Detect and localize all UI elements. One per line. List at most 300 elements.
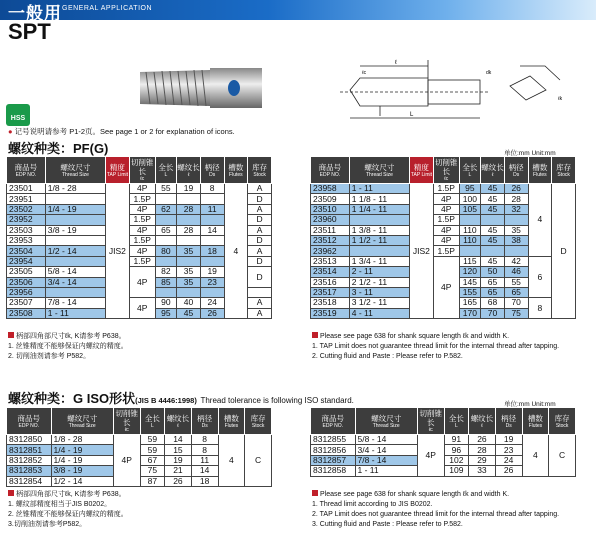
edp-cell: 8312854 [7, 476, 52, 486]
table-row [311, 256, 576, 266]
lc-cell: 4P [129, 184, 155, 194]
edp-cell: 23502 [7, 204, 46, 214]
stock-cell: A [248, 308, 272, 318]
col-header [444, 408, 468, 435]
edp-cell: 23513 [311, 256, 350, 266]
size-cell [349, 246, 409, 256]
lc-cell: 4P [433, 194, 459, 204]
l-cell: 28 [469, 445, 496, 455]
flutes-cell: 4 [224, 184, 248, 319]
l-cell: 26 [165, 476, 192, 486]
col-l-en: ℓ [187, 171, 190, 178]
ds-cell: 35 [504, 225, 528, 235]
icon-note-text: 记号说明请参考 P1-2页。See page 1 or 2 for explanation of icons. [14, 127, 235, 136]
col-en: ℓ [177, 422, 179, 429]
size-cell: 1/2 - 14 [51, 476, 113, 486]
table-row [7, 184, 272, 194]
col-ds-en: Ds [513, 171, 520, 178]
lc-cell: 4P [129, 204, 155, 214]
col-zh: 螺纹尺寸 [371, 413, 402, 423]
edp-cell: 23507 [7, 298, 46, 308]
l-cell: 35 [177, 267, 201, 277]
lc-cell: 1.5P [129, 256, 155, 266]
col-stock-en: Stock [557, 171, 570, 178]
edp-cell: 8312850 [7, 435, 52, 445]
col-lc-en: ℓc [140, 176, 145, 182]
size-cell: 3 1/2 - 11 [349, 298, 409, 308]
stock-cell: A [248, 204, 272, 214]
l-cell: 45 [177, 308, 201, 318]
g-section-title [8, 388, 354, 407]
col-flutes-en: Flutes [533, 171, 547, 178]
edp-cell: 23960 [311, 215, 350, 225]
limit-cell: JIS2 [410, 184, 434, 319]
col-zh: 库存 [554, 413, 570, 423]
col-header [311, 408, 356, 435]
L-cell: 110 [459, 235, 481, 245]
l-cell [177, 287, 201, 297]
size-cell [45, 287, 105, 297]
size-cell: 5/8 - 14 [355, 435, 417, 445]
col-header [245, 408, 272, 435]
L-cell [155, 235, 177, 245]
ds-cell [200, 194, 224, 204]
col-en: ℓc [428, 427, 433, 433]
l-cell: 45 [481, 184, 505, 194]
lc-cell: 4P [433, 256, 459, 318]
g-title-std: (JIS B 4446:1998) [135, 396, 197, 405]
L-cell: 87 [140, 476, 164, 486]
size-cell: 3 - 11 [349, 287, 409, 297]
col-size-en: Thread Size [61, 171, 89, 178]
lc-cell: 1.5P [129, 235, 155, 245]
ds-cell: 26 [504, 184, 528, 194]
col-stock: 库存 [252, 162, 268, 172]
edp-cell: 8312852 [7, 455, 52, 465]
size-cell: 1 1/2 - 11 [349, 235, 409, 245]
pf-foot-left-0: 柄部四角部尺寸ℓk, K请参考 P638。 [16, 333, 126, 340]
edp-cell: 23509 [311, 194, 350, 204]
g-title-en: Thread tolerance is following ISO standard. [200, 396, 354, 405]
L-cell: 85 [155, 277, 177, 287]
col-en: L [454, 422, 458, 429]
ds-cell: 19 [200, 267, 224, 277]
L-cell: 95 [155, 308, 177, 318]
L-cell [459, 215, 481, 225]
col-en: Ds [201, 422, 208, 429]
size-cell: 3/8 - 19 [51, 466, 113, 476]
l-cell: 33 [469, 466, 496, 476]
edp-cell: 23510 [311, 204, 350, 214]
ds-cell: 11 [200, 204, 224, 214]
col-limit-en: TAP Limit [410, 171, 433, 178]
size-cell: 1 - 11 [45, 308, 105, 318]
l-cell: 19 [165, 455, 192, 465]
l-cell: 21 [165, 466, 192, 476]
L-cell: 115 [459, 256, 481, 266]
ds-cell [200, 256, 224, 266]
ds-cell: 23 [495, 445, 522, 455]
l-cell [481, 246, 505, 256]
flutes-cell: 8 [528, 298, 552, 319]
col-en: EDP NO. [322, 422, 343, 429]
g-foot-right-3: 3. Cutting fluid and Paste : Please refer to P.582. [312, 521, 463, 528]
l-cell: 14 [165, 435, 192, 445]
col-lc-en: ℓc [444, 176, 449, 182]
edp-cell: 23501 [7, 184, 46, 194]
l-cell: 28 [177, 204, 201, 214]
ds-cell [200, 215, 224, 225]
ds-cell: 14 [200, 225, 224, 235]
col-size: 螺纹尺寸 [364, 162, 395, 172]
stock-cell: D [248, 194, 272, 204]
edp-cell: 23512 [311, 235, 350, 245]
ds-cell: 26 [200, 308, 224, 318]
edp-cell: 23953 [7, 235, 46, 245]
col-zh: 切削锥长 [419, 409, 442, 427]
stock-cell: D [552, 184, 576, 319]
col-en: L [150, 422, 154, 429]
stock-cell: A [248, 298, 272, 308]
product-title: SPT [8, 19, 51, 44]
ds-cell: 46 [504, 267, 528, 277]
size-cell: 1 1/4 - 11 [349, 204, 409, 214]
col-header [140, 408, 164, 435]
L-cell: 109 [444, 466, 468, 476]
L-cell [155, 215, 177, 225]
col-zh: 商品号 [321, 413, 345, 423]
l-cell: 35 [177, 277, 201, 287]
L-cell: 59 [140, 445, 164, 455]
col-edp: 商品号 [14, 162, 38, 172]
size-cell: 3/8 - 19 [45, 225, 105, 235]
size-cell: 1/8 - 28 [45, 184, 105, 194]
col-zh: 切削锥长 [115, 409, 138, 427]
red-square-icon [312, 332, 318, 338]
g-table-left [6, 407, 272, 487]
col-en: Thread Size [372, 422, 400, 429]
edp-cell: 23511 [311, 225, 350, 235]
edp-cell: 23958 [311, 184, 350, 194]
edp-cell: 23517 [311, 287, 350, 297]
col-stock: 库存 [556, 162, 572, 172]
col-ds: 柄径 [508, 162, 524, 172]
edp-cell: 8312857 [311, 455, 356, 465]
lc-cell: 1.5P [433, 184, 459, 194]
col-header [218, 408, 245, 435]
size-cell: 1 - 11 [355, 466, 417, 476]
L-cell: 62 [155, 204, 177, 214]
col-ds-en: Ds [209, 171, 216, 178]
l-cell: 70 [481, 308, 505, 318]
col-L-en: L [468, 171, 472, 178]
pf-foot-right-1: 1. TAP Limit does not guarantee thread limit for the internal thread after tapping. [312, 343, 560, 350]
ds-cell [504, 246, 528, 256]
col-flutes: 槽数 [532, 162, 548, 172]
l-cell: 40 [177, 298, 201, 308]
size-cell: 7/8 - 14 [355, 455, 417, 465]
l-cell: 28 [177, 225, 201, 235]
col-en: EDP NO. [18, 422, 39, 429]
col-size: 螺纹尺寸 [60, 162, 91, 172]
ds-cell: 26 [495, 466, 522, 476]
ds-cell [504, 215, 528, 225]
l-cell [177, 235, 201, 245]
lc-cell: 4P [417, 435, 444, 477]
size-cell: 3/4 - 14 [45, 277, 105, 287]
icon-note [8, 126, 235, 137]
g-footnotes-left [8, 490, 128, 530]
col-en: Thread Size [68, 422, 96, 429]
L-cell: 55 [155, 184, 177, 194]
size-cell: 4 - 11 [349, 308, 409, 318]
lc-cell: 4P [433, 225, 459, 235]
col-en: Stock [555, 422, 569, 429]
edp-cell: 8312856 [311, 445, 356, 455]
col-limit-en: TAP Limit [106, 171, 129, 178]
col-en: Flutes [528, 422, 543, 429]
col-en: ℓc [124, 427, 129, 433]
col-en: ℓ [481, 422, 483, 429]
lc-cell: 4P [433, 204, 459, 214]
L-cell: 90 [155, 298, 177, 308]
stock-cell: A [248, 225, 272, 235]
L-cell [459, 246, 481, 256]
stock-cell: A [248, 184, 272, 194]
edp-cell: 23506 [7, 277, 46, 287]
size-cell: 7/8 - 14 [45, 298, 105, 308]
header-title: 一般用 [8, 4, 62, 23]
size-cell: 1/4 - 19 [51, 445, 113, 455]
L-cell: 59 [140, 435, 164, 445]
stock-cell: A [248, 246, 272, 256]
g-foot-right-2: 2. TAP Limit does not guarantee thread limit for the internal thread after tapping. [312, 511, 560, 518]
pf-foot-left-1: 1. 丝锥精度不能够保证内螺纹的精度。 [8, 343, 128, 350]
size-cell: 1 - 11 [349, 184, 409, 194]
col-header [113, 408, 140, 435]
edp-cell: 23505 [7, 267, 46, 277]
size-cell: 1 1/8 - 11 [349, 194, 409, 204]
L-cell: 75 [140, 466, 164, 476]
size-cell: 1/4 - 19 [45, 204, 105, 214]
L-cell: 105 [459, 204, 481, 214]
l-cell [177, 215, 201, 225]
l-cell [177, 256, 201, 266]
ds-cell: 19 [495, 435, 522, 445]
stock-cell: D [248, 215, 272, 225]
stock-cell: C [245, 435, 272, 487]
g-foot-left-0: 柄部四角部尺寸ℓk, K请参考 P638。 [16, 491, 126, 498]
col-limit: 精度 [109, 162, 125, 172]
l-cell: 45 [481, 204, 505, 214]
col-header [495, 408, 522, 435]
col-L: 全长 [462, 162, 478, 172]
pf-section-title: 螺纹种类：PF(G) [8, 141, 109, 156]
g-title: 螺纹种类：G ISO形状 [8, 391, 136, 406]
col-en: Ds [505, 422, 512, 429]
edp-cell: 23518 [311, 298, 350, 308]
l-cell: 26 [469, 435, 496, 445]
pf-footnotes-left [8, 332, 128, 362]
pf-table-right [310, 156, 576, 319]
col-L-en: L [164, 171, 168, 178]
ds-cell: 70 [504, 298, 528, 308]
size-cell: 1 3/4 - 11 [349, 256, 409, 266]
col-header [191, 408, 218, 435]
stock-cell: D [248, 235, 272, 245]
L-cell: 82 [155, 267, 177, 277]
ds-cell: 8 [191, 435, 218, 445]
edp-cell: 23503 [7, 225, 46, 235]
lc-cell: 4P [433, 235, 459, 245]
ds-cell: 38 [504, 235, 528, 245]
l-cell: 45 [481, 235, 505, 245]
size-cell: 1/8 - 28 [51, 435, 113, 445]
col-flutes-en: Flutes [229, 171, 243, 178]
edp-cell: 23956 [7, 287, 46, 297]
edp-cell: 8312858 [311, 466, 356, 476]
L-cell: 96 [444, 445, 468, 455]
size-cell [45, 235, 105, 245]
table-row [311, 184, 576, 194]
red-square-icon [8, 490, 14, 496]
limit-cell: JIS2 [106, 184, 130, 319]
col-header [549, 408, 576, 435]
diagram-label-ds: dk [486, 70, 492, 76]
col-size-en: Thread Size [365, 171, 393, 178]
lc-cell: 4P [129, 298, 155, 319]
edp-cell: 23504 [7, 246, 46, 256]
L-cell: 95 [459, 184, 481, 194]
lc-cell: 1.5P [433, 215, 459, 225]
edp-cell: 23508 [7, 308, 46, 318]
L-cell [155, 194, 177, 204]
ds-cell: 18 [200, 246, 224, 256]
ds-cell: 24 [200, 298, 224, 308]
col-zh: 槽数 [527, 413, 543, 423]
col-header [355, 408, 417, 435]
col-header [51, 408, 113, 435]
L-cell: 65 [155, 225, 177, 235]
L-cell [155, 287, 177, 297]
L-cell: 91 [444, 435, 468, 445]
tap-dimension-diagram [300, 56, 590, 128]
col-zh: 螺纹长 [166, 413, 190, 423]
flutes-cell: 4 [218, 435, 245, 487]
diagram-label-lc: ℓc [362, 70, 367, 76]
L-cell [155, 256, 177, 266]
red-square-icon [8, 332, 14, 338]
L-cell: 80 [155, 246, 177, 256]
ds-cell: 8 [191, 445, 218, 455]
edp-cell: 8312853 [7, 466, 52, 476]
col-header [417, 408, 444, 435]
size-cell: 1/2 - 14 [45, 246, 105, 256]
col-lc: 切削锥长 [434, 158, 458, 176]
hss-badge: HSS [6, 104, 30, 126]
L-cell: 67 [140, 455, 164, 465]
ds-cell: 18 [191, 476, 218, 486]
red-square-icon [312, 490, 318, 496]
col-zh: 商品号 [17, 413, 41, 423]
lc-cell: 1.5P [129, 215, 155, 225]
col-header [7, 408, 52, 435]
header-subtitle: GENERAL APPLICATION [62, 5, 153, 12]
col-limit: 精度 [413, 162, 429, 172]
edp-cell: 23516 [311, 277, 350, 287]
L-cell: 102 [444, 455, 468, 465]
ds-cell: 32 [504, 204, 528, 214]
col-zh: 全长 [448, 413, 464, 423]
ds-cell: 28 [504, 194, 528, 204]
col-zh: 螺纹尺寸 [67, 413, 98, 423]
edp-cell: 23519 [311, 308, 350, 318]
size-cell [349, 215, 409, 225]
size-cell [45, 256, 105, 266]
edp-cell: 23954 [7, 256, 46, 266]
bullet-icon: ● [8, 127, 13, 136]
L-cell: 145 [459, 277, 481, 287]
col-en: Flutes [224, 422, 239, 429]
edp-cell: 8312851 [7, 445, 52, 455]
col-zh: 库存 [250, 413, 266, 423]
size-cell: 2 1/2 - 11 [349, 277, 409, 287]
edp-cell: 23514 [311, 267, 350, 277]
flutes-cell: 4 [522, 435, 549, 477]
diagram-label-lk: ℓk [558, 96, 563, 102]
ds-cell: 75 [504, 308, 528, 318]
size-cell [45, 194, 105, 204]
col-zh: 全长 [144, 413, 160, 423]
l-cell [481, 215, 505, 225]
size-cell: 1 3/8 - 11 [349, 225, 409, 235]
pf-foot-right-0: Please see page 638 for shank square length ℓk and width K. [320, 333, 510, 340]
col-lc: 切削锥长 [130, 158, 154, 176]
lc-cell: 4P [129, 225, 155, 235]
L-cell: 170 [459, 308, 481, 318]
col-header [165, 408, 192, 435]
flutes-cell: 6 [528, 256, 552, 298]
g-foot-left-2: 2. 丝锥精度不能够保证内螺纹的精度。 [8, 511, 128, 518]
ds-cell: 65 [504, 287, 528, 297]
g-table-right [310, 407, 576, 477]
col-l: 螺纹长 [481, 162, 504, 172]
table-row [311, 435, 576, 445]
col-header [469, 408, 496, 435]
diagram-label-L: L [410, 112, 414, 118]
l-cell: 65 [481, 287, 505, 297]
g-foot-right-0: Please see page 638 for shank square length ℓk and width K. [320, 491, 510, 498]
L-cell: 155 [459, 287, 481, 297]
l-cell: 15 [165, 445, 192, 455]
col-edp: 商品号 [318, 162, 342, 172]
lc-cell: 4P [129, 267, 155, 298]
l-cell: 68 [481, 298, 505, 308]
col-ds: 柄径 [204, 162, 220, 172]
col-L: 全长 [158, 162, 174, 172]
l-cell: 35 [177, 246, 201, 256]
col-stock-en: Stock [253, 171, 266, 178]
ds-cell: 11 [191, 455, 218, 465]
pf-footnotes-right [312, 332, 559, 362]
l-cell: 19 [177, 184, 201, 194]
ds-cell [200, 287, 224, 297]
table-row [7, 435, 272, 445]
ds-cell: 8 [200, 184, 224, 194]
col-flutes: 槽数 [228, 162, 244, 172]
g-foot-left-1: 1. 螺纹部精度相当于JIS B0202。 [8, 501, 112, 508]
col-zh: 柄径 [501, 413, 517, 423]
